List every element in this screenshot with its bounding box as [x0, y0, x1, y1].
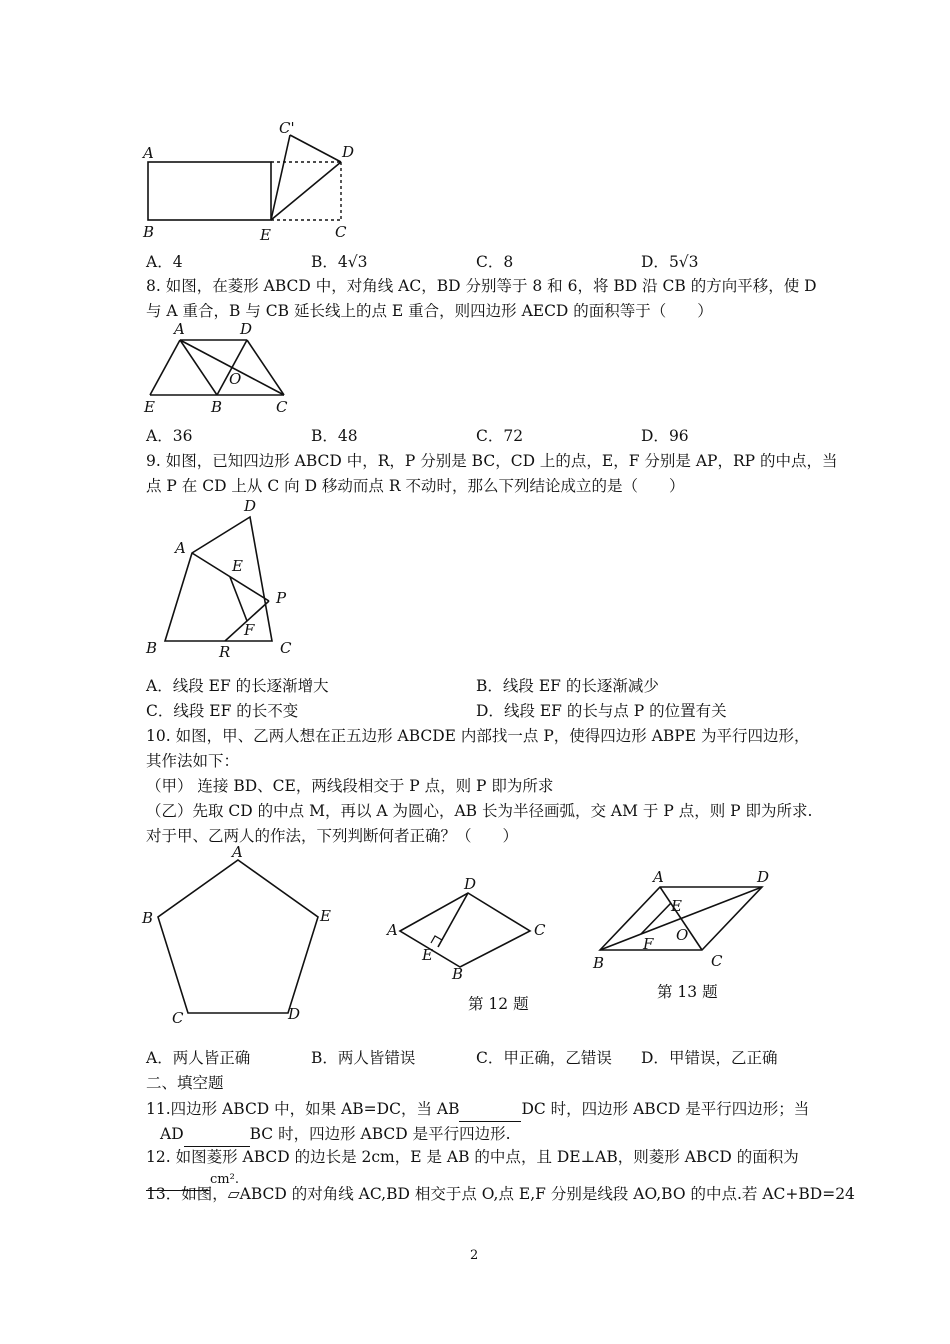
q10-text-line1: 10. 如图，甲、乙两人想在正五边形 ABCDE 内部找一点 P，使得四边形 ABPE 为平行四边形， [146, 727, 810, 745]
fig13-caption: 第 13 题 [657, 983, 718, 1001]
q7-label-e: E [260, 226, 271, 244]
q9-label-c: C [280, 639, 292, 657]
q8-label-c: C [276, 398, 288, 416]
q9-text-line1: 9. 如图，已知四边形 ABCD 中，R，P 分别是 BC，CD 上的点，E，F 分别是 AP，RP 的中点，当 [146, 452, 838, 470]
section-heading-fill-in: 二、填空题 [146, 1074, 224, 1092]
fig12-label-d: D [464, 875, 477, 893]
q7-label-a: A [143, 144, 154, 162]
q8-label-o: O [229, 370, 242, 388]
fig13-label-d: D [757, 868, 770, 886]
q10-option-b: B．两人皆错误 [311, 1049, 416, 1067]
q10-option-a: A．两人皆正确 [146, 1049, 251, 1067]
q8-figure [140, 320, 310, 420]
q10-text-line3: （甲） 连接 BD、CE，两线段相交于 P 点，则 P 即为所求 [146, 777, 554, 795]
q8-text-line1: 8. 如图，在菱形 ABCD 中，对角线 AC，BD 分别等于 8 和 6，将 BD 沿 CB 的方向平移，使 D [146, 277, 817, 295]
fig13-label-o: O [676, 926, 689, 944]
q8-option-c: C．72 [476, 427, 524, 445]
q7-option-b: B．4√3 [311, 253, 368, 271]
page-number: 2 [470, 1248, 479, 1263]
fig13-label-b: B [593, 954, 605, 972]
q8-option-b: B．48 [311, 427, 358, 445]
q8-label-d: D [240, 320, 253, 338]
fig12-label-b: B [452, 965, 464, 983]
q9-option-c: C．线段 EF 的长不变 [146, 702, 299, 720]
q8-option-a: A．36 [146, 427, 193, 445]
pentagon-label-a: A [232, 843, 243, 861]
fig13-label-f: F [643, 935, 654, 953]
q9-option-a: A．线段 EF 的长逐渐增大 [146, 677, 329, 695]
q7-option-c: C．8 [476, 253, 514, 271]
q13-text-line1: 13．如图，▱ABCD 的对角线 AC,BD 相交于点 O,点 E,F 分别是线段 AO,BO 的中点.若 AC+BD=24 [146, 1185, 855, 1203]
q9-label-d: D [244, 497, 257, 515]
fig13-label-a: A [653, 868, 664, 886]
q7-option-a: A．4 [146, 253, 183, 271]
q7-label-c: C [335, 223, 347, 241]
fig12-label-c: C [534, 921, 546, 939]
q9-label-e: E [232, 557, 243, 575]
q11-text-line1: 11.四边形 ABCD 中，如果 AB=DC，当 AB DC 时，四边形 ABCD 是平行四边形；当 [146, 1097, 809, 1122]
q8-label-b: B [211, 398, 223, 416]
fig12-caption: 第 12 题 [468, 995, 529, 1013]
q9-label-a: A [175, 539, 186, 557]
q9-figure [140, 495, 310, 665]
q10-pentagon-figure [138, 845, 338, 1030]
fig12-label-a: A [387, 921, 398, 939]
q9-label-f: F [244, 621, 255, 639]
q12-text-line1: 12. 如图菱形 ABCD 的边长是 2cm，E 是 AB 的中点，且 DE⊥AB，则菱形 ABCD 的面积为 [146, 1148, 799, 1166]
q7-figure [135, 115, 375, 245]
q11-text-line2: AD BC 时，四边形 ABCD 是平行四边形. [160, 1122, 511, 1147]
q8-label-a: A [174, 320, 185, 338]
q7-option-d: D．5√3 [641, 253, 699, 271]
fig12-figure [380, 875, 560, 985]
q11-blank-2[interactable] [184, 1122, 250, 1147]
q10-text-line5: 对于甲、乙两人的作法，下列判断何者正确？（ ） [146, 827, 519, 845]
q7-label-b: B [143, 223, 155, 241]
q10-option-c: C．甲正确，乙错误 [476, 1049, 612, 1067]
q9-label-b: B [146, 639, 158, 657]
q8-option-d: D．96 [641, 427, 689, 445]
q8-text-line2: 与 A 重合，B 与 CB 延长线上的点 E 重合，则四边形 AECD 的面积等于（ ） [146, 302, 713, 320]
q11-blank-1[interactable] [459, 1097, 521, 1122]
q9-option-d: D．线段 EF 的长与点 P 的位置有关 [476, 702, 727, 720]
q10-text-line4: （乙）先取 CD 的中点 M，再以 A 为圆心，AB 长为半径画弧，交 AM 于 P 点，则 P 即为所求. [146, 802, 813, 820]
q12-text-line2: cm². [146, 1166, 239, 1192]
q10-text-line2: 其作法如下： [146, 752, 240, 770]
q9-text-line2: 点 P 在 CD 上从 C 向 D 移动而点 R 不动时，那么下列结论成立的是（ ） [146, 477, 685, 495]
q7-label-d: D [342, 143, 355, 161]
fig13-label-c: C [711, 952, 723, 970]
fig12-label-e: E [422, 946, 433, 964]
q9-option-b: B．线段 EF 的长逐渐减少 [476, 677, 659, 695]
q9-label-p: P [276, 589, 287, 607]
q8-label-e: E [144, 398, 155, 416]
fig13-figure [585, 870, 785, 980]
q9-label-r: R [219, 643, 231, 661]
fig13-label-e: E [671, 897, 682, 915]
q7-label-cprime: C' [279, 119, 295, 137]
pentagon-label-c: C [172, 1009, 184, 1027]
pentagon-label-d: D [288, 1005, 301, 1023]
pentagon-label-e: E [320, 907, 331, 925]
q10-option-d: D．甲错误，乙正确 [641, 1049, 778, 1067]
pentagon-label-b: B [142, 909, 154, 927]
